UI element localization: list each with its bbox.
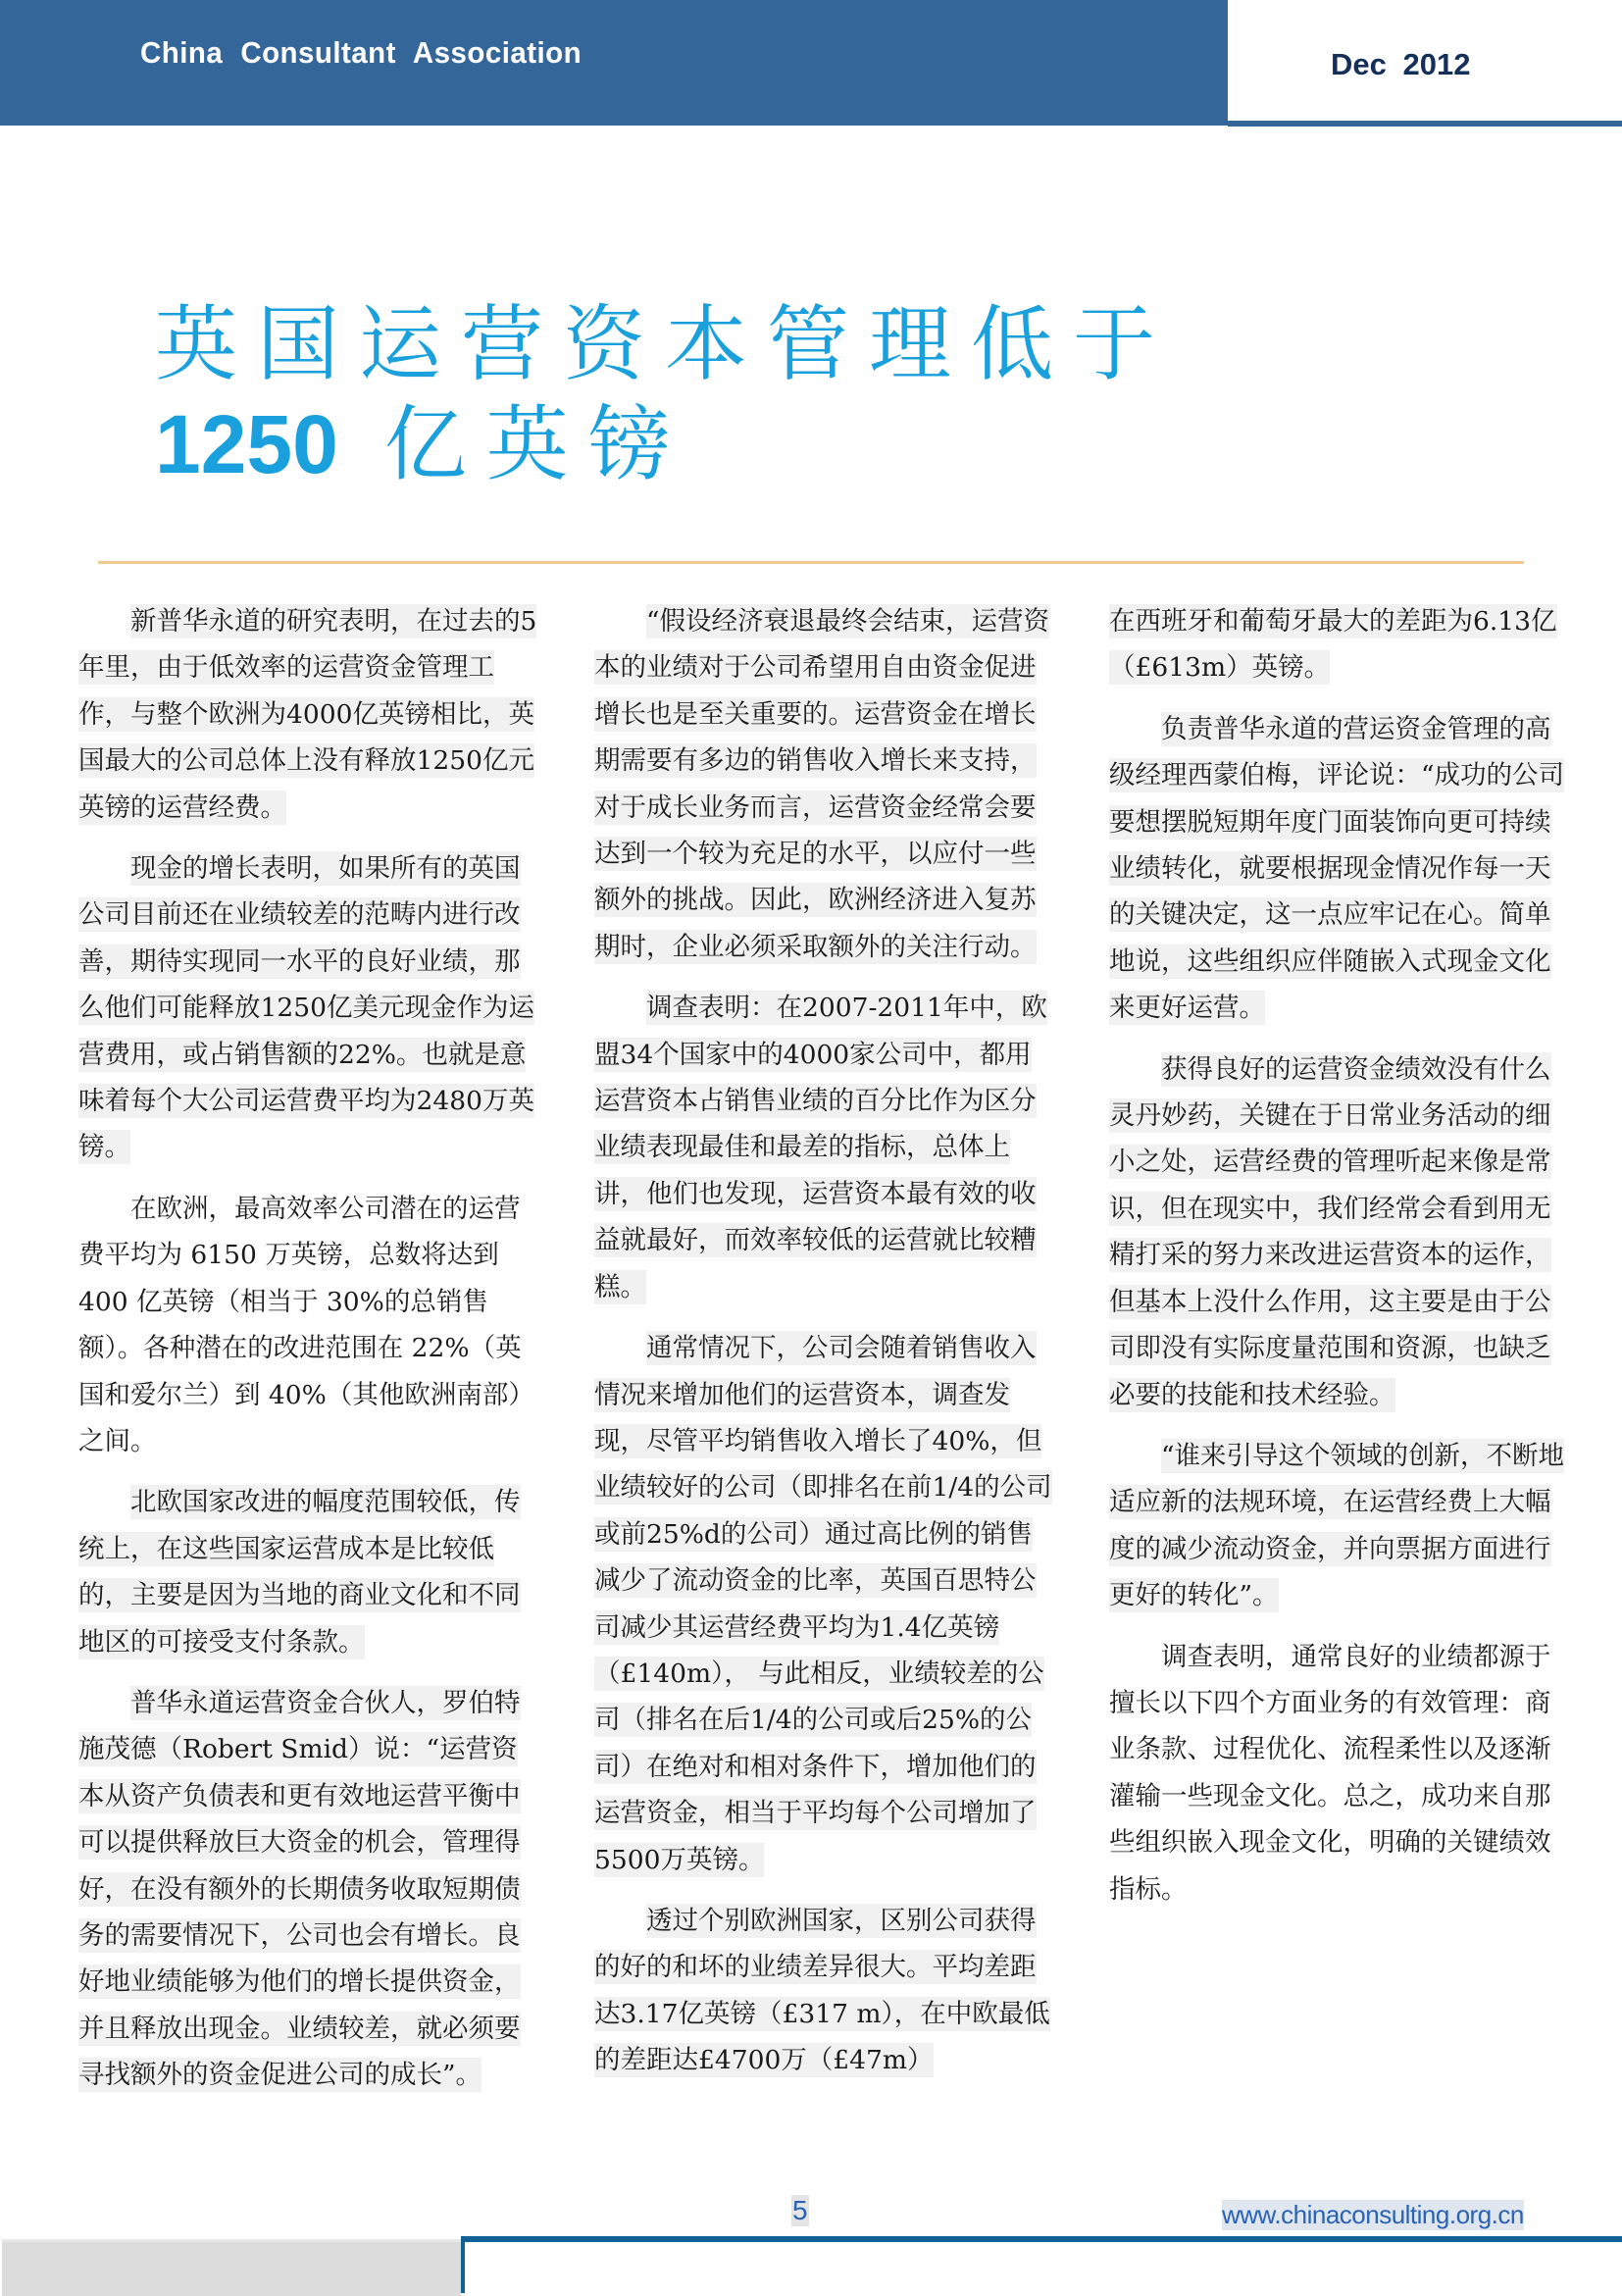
page-number: 5 xyxy=(792,2195,808,2225)
paragraph-continued: 在西班牙和葡萄牙最大的差距为6.13亿（£613m）英镑。 xyxy=(1109,606,1557,684)
paragraph: 北欧国家改进的幅度范围较低，传统上，在这些国家运营成本是比较低的，主要是因为当地的商业文化和不同地区的可接受支付条款。 xyxy=(78,1487,521,1658)
title-number: 1250 xyxy=(155,398,338,490)
paragraph: 负责普华永道的营运资金管理的高级经理西蒙伯梅，评论说：“成功的公司要想摆脱短期年度门面装饰向更可持续业绩转化，就要根据现金情况作每一天的关键决定，这一点应牢记在心。简单地说，这些组织应伴随嵌入式现金文化来更好运营。 xyxy=(1109,713,1565,1024)
paragraph: 调查表明，通常良好的业绩都源于擅长以下四个方面业务的有效管理：商业条款、过程优化、流程柔性以及逐渐灌输一些现金文化。总之，成功来自那些组织嵌入现金文化，明确的关键绩效指标。 xyxy=(1109,1641,1551,1905)
paragraph: “假设经济衰退最终会结束，运营资本的业绩对于公司希望用自由资金促进增长也是至关重要的。运营资金在增长期需要有多边的销售收入增长来支持，对于成长业务而言，运营资金经常会要达到一个较为充足的水平，以应付一些额外的挑战。因此，欧洲经济进入复苏期时，企业必须采取额外的关注行动。 xyxy=(594,606,1050,962)
paragraph: “谁来引导这个领域的创新，不断地适应新的法规环境，在运营经费上大幅度的减少流动资金，并向票据方面进行更好的转化”。 xyxy=(1109,1440,1565,1611)
header-band xyxy=(0,0,1228,126)
paragraph: 获得良好的运营资金绩效没有什么灵丹妙药，关键在于日常业务活动的细小之处，运营经费的管理听起来像是常识，但在现实中，我们经常会看到用无精打采的努力来改进运营资本的运作，但基本上没什么作用，这主要是由于公司即没有实际度量范围和资源，也缺乏必要的技能和技术经验。 xyxy=(1109,1053,1551,1410)
paragraph: 透过个别欧洲国家，区别公司获得的好的和坏的业绩差异很大。平均差距达3.17亿英镑（£317 m），在中欧最低的差距达£4700万（£47m） xyxy=(594,1905,1050,2076)
column-3 xyxy=(1109,598,1570,1927)
title-line-2 xyxy=(155,394,1234,494)
header-underline xyxy=(1228,121,1622,127)
paragraph: 调查表明：在2007-2011年中，欧盟34个国家中的4000家公司中，都用运营资本占销售业绩的百分比作为区分业绩表现最佳和最差的指标，总体上讲，他们也发现，运营资本最有效的收益就最好，而效率较低的运营就比较糟糕。 xyxy=(594,993,1047,1302)
paragraph: 普华永道运营资金合伙人，罗伯特施茂德（Robert Smid）说：“运营资本从资产负债表和更有效地运营平衡中可以提供释放巨大资金的机会，管理得好，在没有额外的长期债务收取短期债务的需要情况下，公司也会有增长。良好地业绩能够为他们的增长提供资金，并且释放出现金。业绩较差，就必须要寻找额外的资金促进公司的成长”。 xyxy=(78,1687,521,2091)
title-unit: 亿英镑 xyxy=(383,396,690,492)
column-2 xyxy=(594,598,1055,2099)
title-line-1: 英国运营资本管理低于 xyxy=(155,296,1176,392)
paragraph: 新普华永道的研究表明，在过去的5年里，由于低效率的运营资金管理工作，与整个欧洲为4000亿英镑相比，英国最大的公司总体上没有释放1250亿元英镑的运营经费。 xyxy=(78,606,537,823)
footer-bar xyxy=(461,2236,1622,2242)
website-link[interactable]: www.chinaconsulting.org.cn xyxy=(1222,2200,1524,2229)
organization-name: China Consultant Association xyxy=(140,35,583,70)
issue-date: Dec 2012 xyxy=(1331,47,1471,81)
footer-gray-block xyxy=(2,2239,461,2296)
paragraph: 现金的增长表明，如果所有的英国公司目前还在业绩较差的范畴内进行改善，期待实现同一水平的良好业绩，那么他们可能释放1250亿美元现金作为运营费用，或占销售额的22%。也就是意味着每个大公司运营费平均为2480万英镑。 xyxy=(78,853,534,1163)
article-title xyxy=(155,294,1234,494)
paragraph: 通常情况下，公司会随着销售收入情况来增加他们的运营资本，调查发现，尽管平均销售收入增长了40%，但业绩较好的公司（即排名在前1/4的公司或前25%d的公司）通过高比例的销售减少了流动资金的比率，英国百思特公司减少其运营经费平均为1.4亿英镑（£140m）， 与此相反，业绩较差的公司（排名在后1/4的公司或后25%的公司）在绝对和相对条件下，增加他们的运营资金，相当于平均每个公司增加了5500万英镑。 xyxy=(594,1333,1052,1875)
column-1 xyxy=(78,598,539,2114)
footer-divider xyxy=(461,2236,465,2293)
title-divider xyxy=(98,561,1524,564)
paragraph: 在欧洲，最高效率公司潜在的运营费平均为 6150 万英镑，总数将达到 400 亿英镑（相当于 30%的总销售额）。各种潜在的改进范围在 22%（英国和爱尔兰）到 40%（其他欧洲南部）之间。 xyxy=(78,1193,534,1456)
